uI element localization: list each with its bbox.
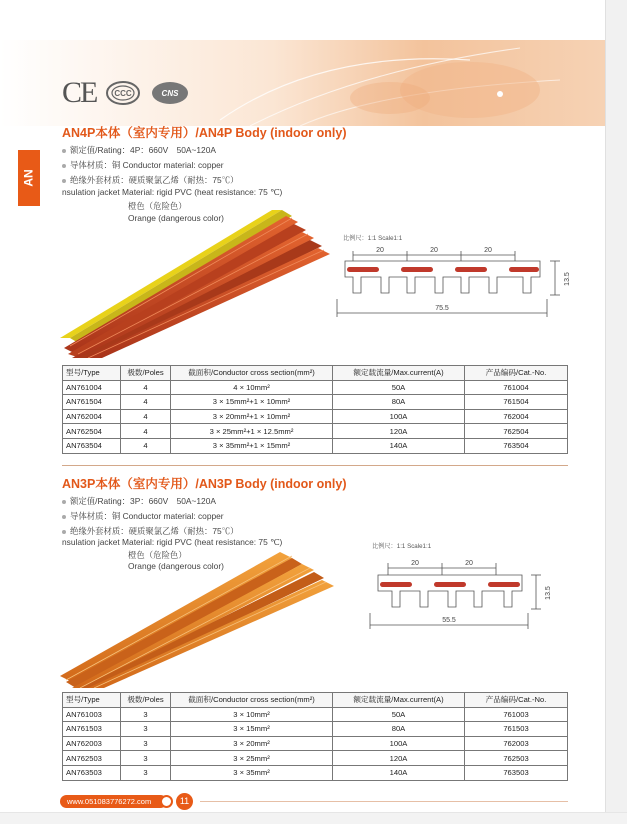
spec-table-3p: [62, 692, 568, 781]
cell-type: AN761003: [63, 707, 121, 722]
busbar-3p-image: [60, 548, 340, 688]
cell-poles: 4: [121, 424, 171, 439]
page-number-badge: 11: [176, 793, 193, 810]
bullet-icon: [62, 164, 66, 168]
table-row: [63, 395, 568, 410]
cell-cat-no: 762003: [465, 736, 568, 751]
cell-cat-no: 763504: [465, 438, 568, 453]
section-title-an3p: AN3P本体（室内专用）/AN3P Body (indoor only): [62, 477, 347, 491]
dim-pitch-3: 20: [484, 247, 492, 254]
cell-poles: 4: [121, 438, 171, 453]
table-row: [63, 380, 568, 395]
cell-type: AN763503: [63, 765, 121, 780]
spec-insulation-en: nsulation jacket Material: rigid PVC (heat resistance: 75 ℃): [62, 187, 283, 197]
cell-max-current: 140A: [333, 765, 465, 780]
cell-max-current: 50A: [333, 707, 465, 722]
spec-conductor: 导体材质：铜 Conductor material: copper: [62, 510, 224, 522]
col-max-current: 额定载流量/Max.current(A): [333, 693, 465, 708]
footer-rule: [200, 801, 568, 802]
dim-height: 13.5: [564, 272, 571, 286]
cell-cat-no: 762004: [465, 409, 568, 424]
cell-type: AN762003: [63, 736, 121, 751]
spec-color-cn: 橙色（危险色）: [128, 550, 187, 560]
cell-cat-no: 761004: [465, 380, 568, 395]
spec-color-en: Orange (dangerous color): [128, 213, 224, 223]
bullet-icon: [62, 179, 66, 183]
spec-insulation: 绝缘外套材质：硬质聚氯乙烯（耐热：75℃）: [62, 525, 238, 537]
scale-label-4p: 比例尺：1:1 Scale1:1: [343, 235, 403, 242]
table-row: [63, 751, 568, 766]
spec-insulation-en: nsulation jacket Material: rigid PVC (heat resistance: 75 ℃): [62, 537, 283, 547]
cns-logo-icon: [150, 81, 190, 105]
spec-rating: 额定值/Rating：3P：660V 50A~120A: [62, 495, 216, 507]
dim-height: 13.5: [545, 586, 552, 600]
cell-cross-section: 3 × 15mm²: [171, 722, 333, 737]
cell-cross-section: 3 × 25mm²+1 × 12.5mm²: [171, 424, 333, 439]
cell-max-current: 140A: [333, 438, 465, 453]
footer-website-link[interactable]: www.051083776272.com: [60, 795, 167, 808]
spec-color-en: Orange (dangerous color): [128, 561, 224, 571]
cell-poles: 4: [121, 409, 171, 424]
cell-max-current: 120A: [333, 424, 465, 439]
cell-poles: 3: [121, 707, 171, 722]
cell-type: AN762004: [63, 409, 121, 424]
cell-cross-section: 3 × 25mm²: [171, 751, 333, 766]
cell-cat-no: 761503: [465, 722, 568, 737]
dim-pitch-2: 20: [430, 247, 438, 254]
svg-text:CNS: CNS: [161, 89, 179, 98]
dim-pitch-1: 20: [376, 247, 384, 254]
cell-type: AN763504: [63, 438, 121, 453]
col-max-current: 额定载流量/Max.current(A): [333, 366, 465, 381]
cell-cross-section: 4 × 10mm²: [171, 380, 333, 395]
spec-conductor: 导体材质：铜 Conductor material: copper: [62, 159, 224, 171]
ccc-logo-icon: [106, 81, 140, 105]
cell-poles: 3: [121, 736, 171, 751]
table-row: [63, 409, 568, 424]
col-poles: 极数/Poles: [121, 693, 171, 708]
col-type: 型号/Type: [63, 693, 121, 708]
cell-cat-no: 763503: [465, 765, 568, 780]
spec-rating: 额定值/Rating：4P：660V 50A~120A: [62, 144, 216, 156]
cell-max-current: 80A: [333, 395, 465, 410]
bullet-icon: [62, 515, 66, 519]
cell-max-current: 120A: [333, 751, 465, 766]
bullet-icon: [62, 149, 66, 153]
scale-label-3p: 比例尺：1:1 Scale1:1: [372, 543, 432, 550]
cell-type: AN761004: [63, 380, 121, 395]
table-row: [63, 765, 568, 780]
cell-cat-no: 762504: [465, 424, 568, 439]
table-row: [63, 707, 568, 722]
cell-cross-section: 3 × 15mm²+1 × 10mm²: [171, 395, 333, 410]
dim-pitch-2: 20: [465, 560, 473, 567]
bullet-icon: [62, 500, 66, 504]
cell-max-current: 80A: [333, 722, 465, 737]
certification-logos: [62, 78, 190, 108]
table-row: [63, 438, 568, 453]
cross-section-4p-drawing: [325, 243, 575, 323]
spec-table-4p: [62, 365, 568, 454]
cell-cat-no: 761003: [465, 707, 568, 722]
cell-poles: 3: [121, 765, 171, 780]
page-edge-bottom: [0, 812, 627, 824]
cell-poles: 4: [121, 380, 171, 395]
spec-insulation: 绝缘外套材质：硬质聚氯乙烯（耐热：75℃）: [62, 174, 238, 186]
cell-poles: 3: [121, 722, 171, 737]
section-divider: [62, 465, 568, 466]
cell-cross-section: 3 × 35mm²+1 × 15mm²: [171, 438, 333, 453]
col-cross-section: 截面积/Conductor cross section(mm²): [171, 693, 333, 708]
dim-width: 55.5: [442, 617, 456, 624]
dim-width: 75.5: [435, 305, 449, 312]
cell-poles: 3: [121, 751, 171, 766]
cell-type: AN761504: [63, 395, 121, 410]
cell-max-current: 100A: [333, 409, 465, 424]
section-side-tab: AN: [18, 150, 40, 206]
col-type: 型号/Type: [63, 366, 121, 381]
section-title-an4p: AN4P本体（室内专用）/AN4P Body (indoor only): [62, 126, 347, 140]
ce-logo: CE: [62, 76, 97, 109]
cell-cross-section: 3 × 10mm²: [171, 707, 333, 722]
cell-cat-no: 762503: [465, 751, 568, 766]
cell-poles: 4: [121, 395, 171, 410]
cell-max-current: 100A: [333, 736, 465, 751]
cell-cat-no: 761504: [465, 395, 568, 410]
spec-color-cn: 橙色（危险色）: [128, 201, 187, 211]
table-header-row: [63, 366, 568, 381]
col-cross-section: 截面积/Conductor cross section(mm²): [171, 366, 333, 381]
cell-type: AN762504: [63, 424, 121, 439]
cell-cross-section: 3 × 20mm²: [171, 736, 333, 751]
cross-section-3p-drawing: [356, 555, 556, 635]
cell-type: AN761503: [63, 722, 121, 737]
busbar-4p-image: [60, 208, 340, 358]
cell-max-current: 50A: [333, 380, 465, 395]
cell-cross-section: 3 × 35mm²: [171, 765, 333, 780]
svg-text:CCC: CCC: [114, 89, 133, 98]
col-cat-no: 产品编码/Cat.-No.: [465, 366, 568, 381]
page-edge-right: [605, 0, 627, 824]
table-row: [63, 736, 568, 751]
table-header-row: [63, 693, 568, 708]
cell-cross-section: 3 × 20mm²+1 × 10mm²: [171, 409, 333, 424]
search-icon[interactable]: [160, 795, 173, 808]
col-cat-no: 产品编码/Cat.-No.: [465, 693, 568, 708]
col-poles: 极数/Poles: [121, 366, 171, 381]
dim-pitch-1: 20: [411, 560, 419, 567]
cell-type: AN762503: [63, 751, 121, 766]
bullet-icon: [62, 530, 66, 534]
table-row: [63, 424, 568, 439]
table-row: [63, 722, 568, 737]
